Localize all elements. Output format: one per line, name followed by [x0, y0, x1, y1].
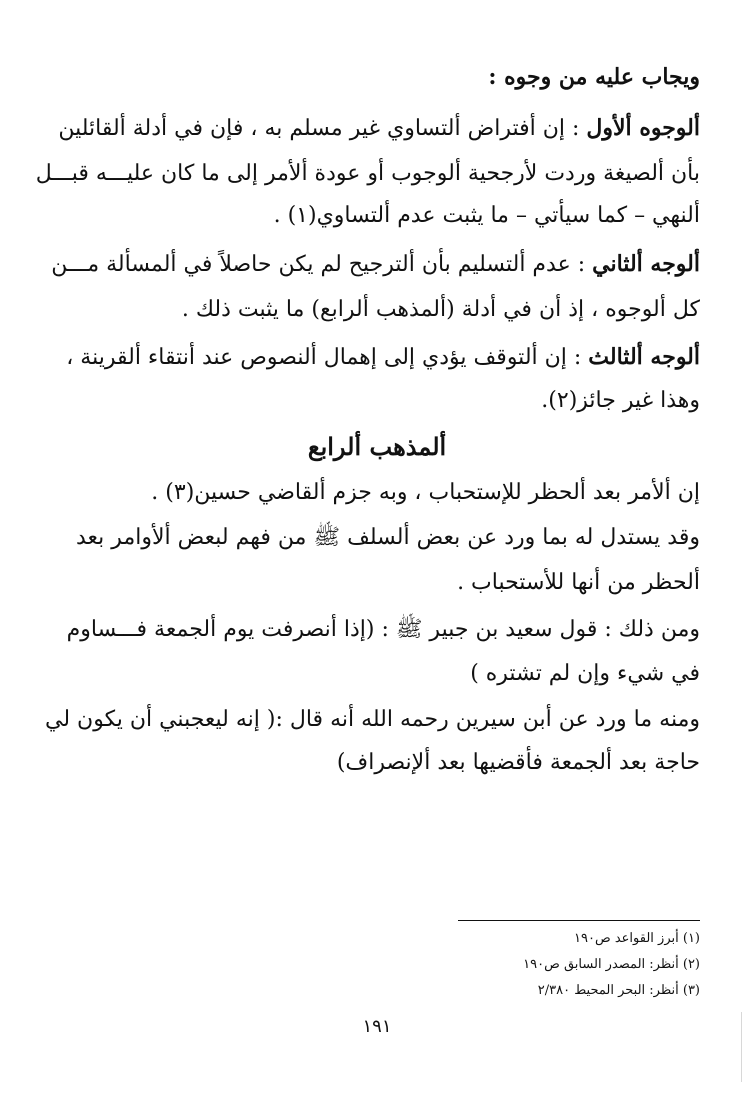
- section-heading: ألمذهب ألرابع: [307, 432, 447, 461]
- w2-line-1: [51, 249, 700, 280]
- footnote-separator: [458, 920, 700, 921]
- w1-text-3: ألنهي – كما سيأتي – ما يثبت عدم ألتساوي(١) .: [273, 203, 700, 228]
- p1-text: إن ألأمر بعد ألحظر للإستحباب ، وبه جزم ألقاضي حسين(٣) .: [151, 480, 700, 505]
- p3-text-1: ومن ذلك : قول سعيد بن جبير ﷺ : (إذا أنصرفت يوم ألجمعة فـــساوم: [66, 617, 700, 642]
- footnote-1: (١) أبرز القواعد ص١٩٠: [574, 931, 700, 946]
- w3-text-2: وهذا غير جائز(٢).: [541, 388, 700, 413]
- w1-text-1: : إن أفتراض ألتساوي غير مسلم به ، فإن في أدلة ألقائلين: [58, 116, 587, 141]
- w3-lead: ألوجه ألثالث: [588, 344, 700, 370]
- p2-text-1: وقد يستدل له بما ورد عن بعض ألسلف ﷺ من فهم لبعض ألأوامر بعد: [76, 525, 700, 550]
- page-number: ١٩١: [362, 1016, 392, 1037]
- p3-line-2: [470, 659, 700, 689]
- p3-line-1: [66, 615, 700, 645]
- w2-line-2: [182, 295, 700, 325]
- w1-line-1: [58, 113, 700, 144]
- w1-text-2: بأن ألصيغة وردت لأرجحية ألوجوب أو عودة ألأمر إلى ما كان عليـــه قبـــل: [35, 161, 700, 186]
- w2-text-2: كل ألوجوه ، إذ أن في أدلة (ألمذهب ألرابع) ما يثبت ذلك .: [181, 297, 700, 322]
- p4-text-2: حاجة بعد ألجمعة فأقضيها بعد ألإنصراف): [336, 750, 700, 775]
- intro-line: [488, 62, 700, 93]
- w1-lead: ألوجوه ألأول: [586, 115, 700, 141]
- w2-lead: ألوجه ألثاني: [592, 251, 700, 277]
- footnote-2: (٢) أنظر: المصدر السابق ص١٩٠: [523, 957, 700, 972]
- p4-line-1: [45, 705, 700, 735]
- p4-text-1: ومنه ما ورد عن أبن سيرين رحمه الله أنه قال :( إنه ليعجبني أن يكون لي: [45, 707, 700, 732]
- p4-line-2: [337, 748, 700, 778]
- footnote-3: (٣) أنظر: البحر المحيط ٢/٣٨٠: [537, 983, 700, 998]
- p3-text-2: في شيء وإن لم تشتره ): [470, 661, 700, 686]
- intro-text: ويجاب عليه من وجوه :: [488, 64, 700, 90]
- p2-line-1: [76, 523, 700, 553]
- w1-line-2: [35, 159, 700, 189]
- p2-line-2: [457, 568, 700, 598]
- w3-text-1: : إن ألتوقف يؤدي إلى إهمال ألنصوص عند أنتقاء ألقرينة ،: [66, 345, 589, 370]
- w1-line-3: [274, 201, 700, 231]
- w3-line-1: [66, 342, 700, 373]
- p2-text-2: ألحظر من أنها للأستحباب .: [457, 570, 700, 595]
- scan-edge-line: [741, 1012, 742, 1082]
- w3-line-2: [541, 386, 700, 416]
- w2-text-1: : عدم ألتسليم بأن ألترجيح لم يكن حاصلاً في ألمسألة مـــن: [51, 252, 593, 277]
- p1-line: [151, 478, 700, 508]
